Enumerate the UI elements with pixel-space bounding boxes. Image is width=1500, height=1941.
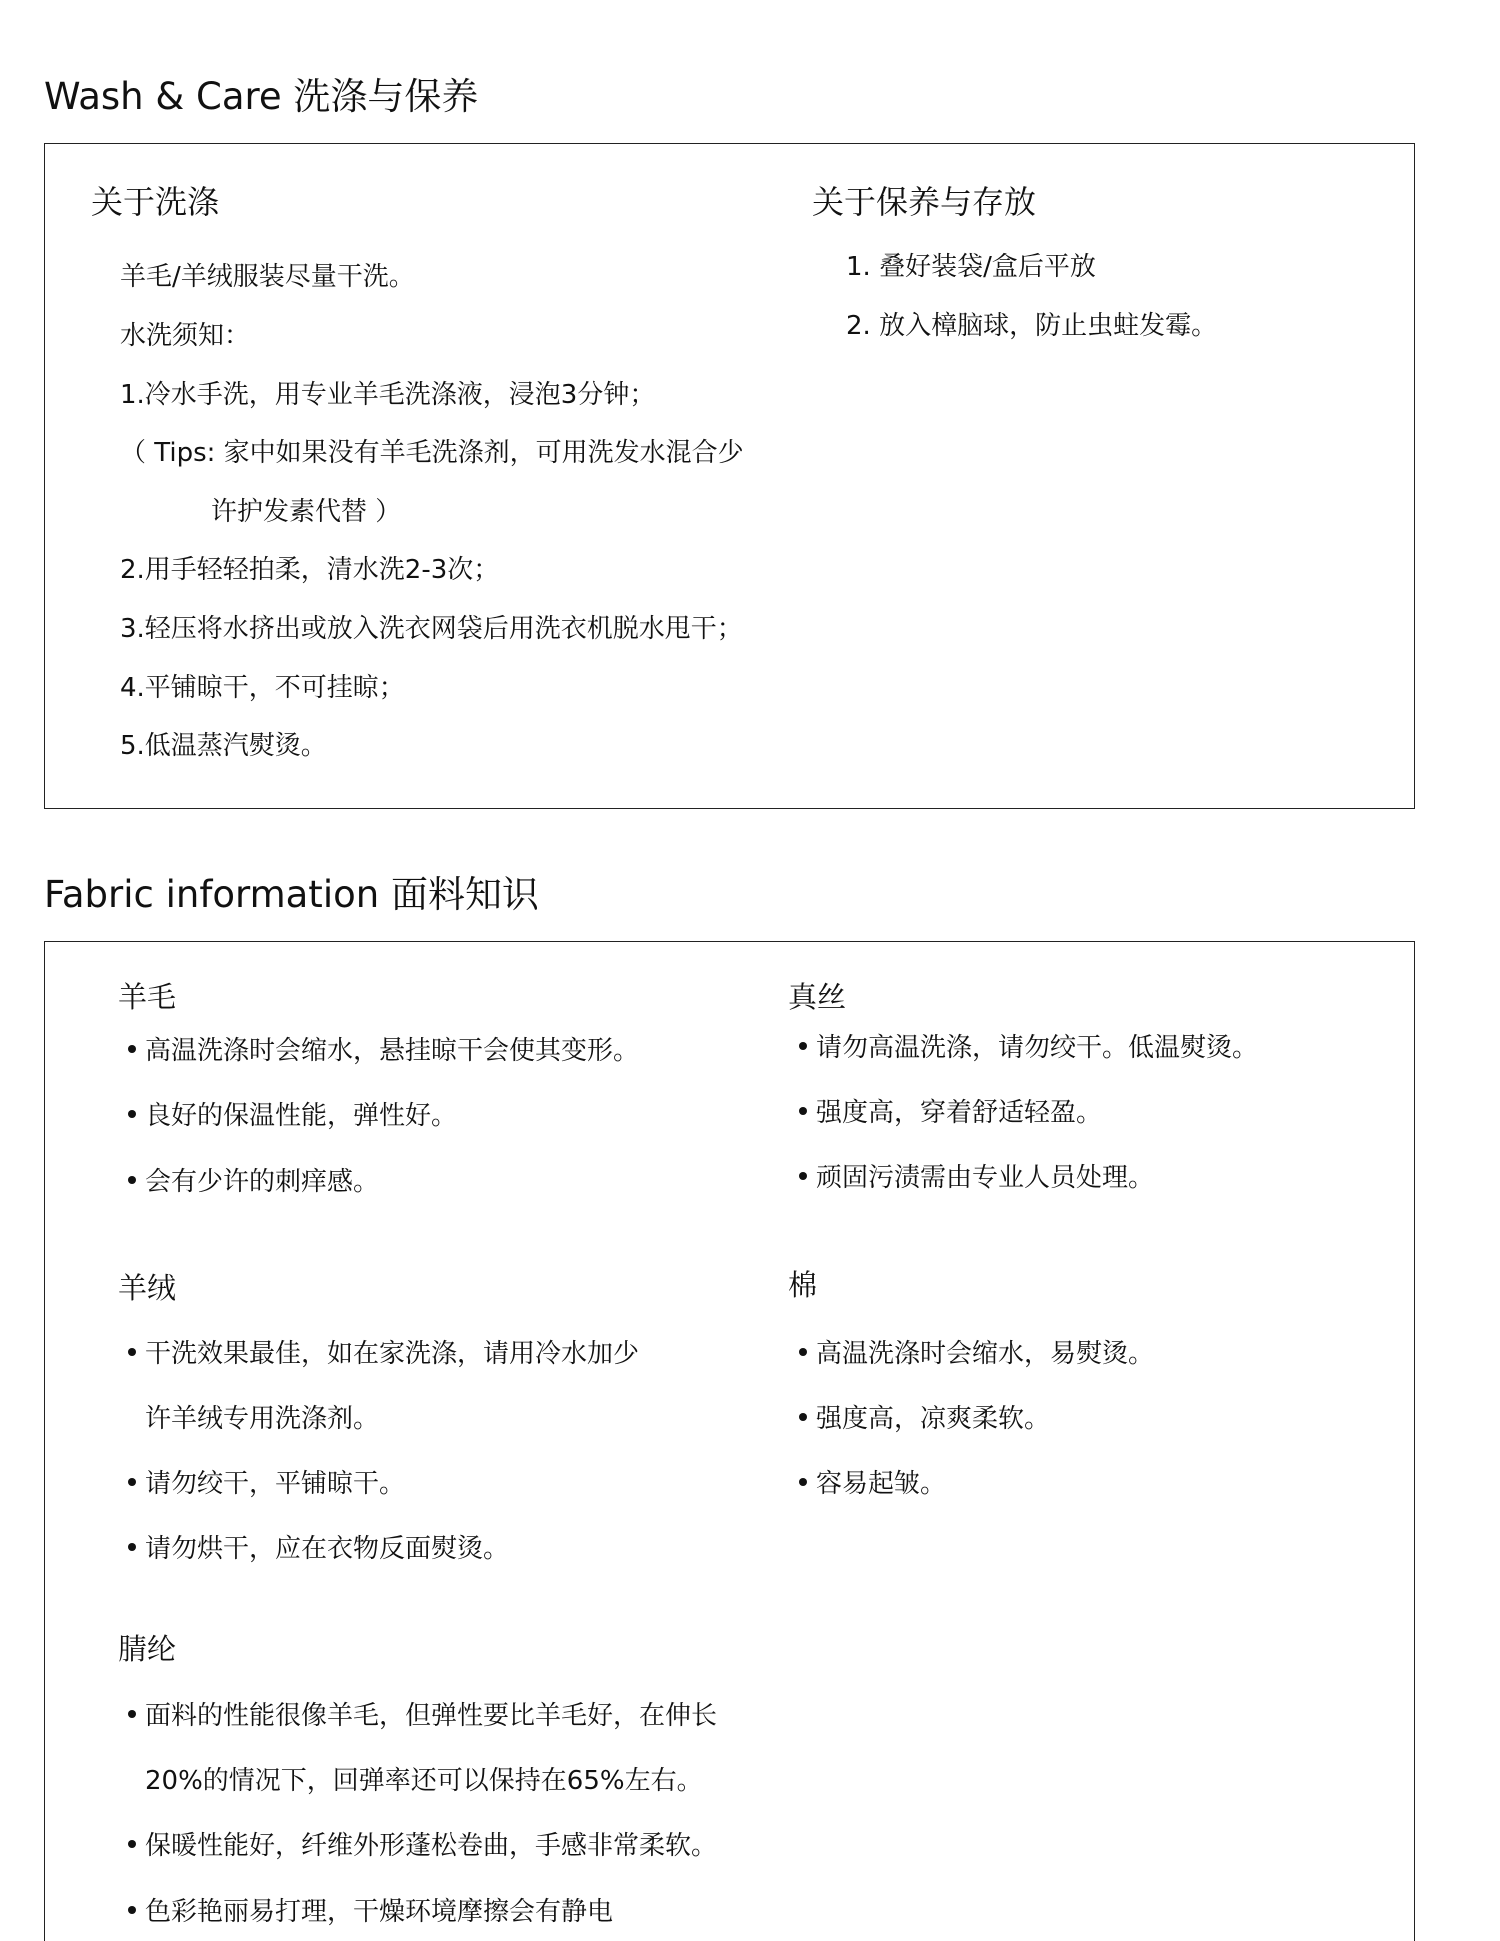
wash-care-box (44, 143, 1415, 809)
storage-heading: 关于保养与存放 (812, 183, 1037, 221)
storage-line-2: 2. 放入樟脑球，防止虫蛀发霉。 (846, 311, 1218, 341)
bullet-icon (128, 1176, 136, 1184)
washing-line-6: 2.用手轻轻拍柔，清水洗2-3次； (120, 555, 500, 585)
washing-heading: 关于洗涤 (91, 183, 220, 221)
cashmere-item-1: 干洗效果最佳，如在家洗涤，请用冷水加少 (128, 1341, 639, 1367)
bullet-icon (799, 1348, 807, 1356)
washing-line-7: 3.轻压将水挤出或放入洗衣网袋后用洗衣机脱水甩干； (120, 614, 743, 644)
bullet-icon (128, 1110, 136, 1118)
washing-line-3: 1.冷水手洗，用专业羊毛洗涤液，浸泡3分钟； (120, 380, 656, 410)
bullet-icon (799, 1413, 807, 1421)
washing-line-2: 水洗须知： (120, 321, 251, 351)
cashmere-heading: 羊绒 (118, 1271, 177, 1305)
wool-heading: 羊毛 (118, 980, 177, 1014)
bullet-icon (799, 1107, 807, 1115)
acrylic-item-3: 色彩艳丽易打理，干燥环境摩擦会有静电 (128, 1899, 613, 1925)
storage-line-1: 1. 叠好装袋/盒后平放 (846, 252, 1096, 282)
bullet-icon (128, 1906, 136, 1914)
bullet-icon (799, 1042, 807, 1050)
silk-item-2: 强度高，穿着舒适轻盈。 (799, 1100, 1102, 1126)
bullet-icon (128, 1348, 136, 1356)
washing-line-1: 羊毛/羊绒服装尽量干洗。 (120, 262, 415, 292)
washing-line-4: （ Tips: 家中如果没有羊毛洗涤剂，可用洗发水混合少 (120, 438, 744, 468)
fabric-title: Fabric information 面料知识 (44, 873, 539, 916)
wool-item-1: 高温洗涤时会缩水，悬挂晾干会使其变形。 (128, 1038, 639, 1064)
wash-care-title: Wash & Care 洗涤与保养 (44, 75, 479, 118)
fabric-box (44, 941, 1415, 1941)
wool-item-2: 良好的保温性能，弹性好。 (128, 1103, 457, 1129)
silk-heading: 真丝 (788, 980, 847, 1014)
bullet-icon (128, 1478, 136, 1486)
cotton-item-2: 强度高，凉爽柔软。 (799, 1406, 1050, 1432)
bullet-icon (799, 1172, 807, 1180)
washing-line-5: 许护发素代替 ） (211, 497, 402, 527)
acrylic-item-1: 面料的性能很像羊毛，但弹性要比羊毛好，在伸长 (128, 1703, 717, 1729)
acrylic-item-1-cont: 20%的情况下，回弹率还可以保持在65%左右。 (145, 1766, 703, 1796)
cashmere-item-2: 请勿绞干，平铺晾干。 (128, 1471, 405, 1497)
wool-item-3: 会有少许的刺痒感。 (128, 1169, 379, 1195)
bullet-icon (799, 1478, 807, 1486)
washing-line-8: 4.平铺晾干，不可挂晾； (120, 673, 405, 703)
bullet-icon (128, 1045, 136, 1053)
cotton-item-3: 容易起皱。 (799, 1471, 946, 1497)
acrylic-item-2: 保暖性能好，纤维外形蓬松卷曲，手感非常柔软。 (128, 1833, 717, 1859)
bullet-icon (128, 1840, 136, 1848)
washing-line-9: 5.低温蒸汽熨烫。 (120, 731, 327, 761)
bullet-icon (128, 1543, 136, 1551)
silk-item-3: 顽固污渍需由专业人员处理。 (799, 1165, 1154, 1191)
cashmere-item-1-cont: 许羊绒专用洗涤剂。 (145, 1404, 380, 1434)
bullet-icon (128, 1710, 136, 1718)
acrylic-heading: 腈纶 (118, 1632, 177, 1666)
cotton-item-1: 高温洗涤时会缩水，易熨烫。 (799, 1341, 1154, 1367)
cotton-heading: 棉 (788, 1268, 818, 1302)
silk-item-1: 请勿高温洗涤，请勿绞干。低温熨烫。 (799, 1035, 1258, 1061)
cashmere-item-3: 请勿烘干，应在衣物反面熨烫。 (128, 1536, 509, 1562)
